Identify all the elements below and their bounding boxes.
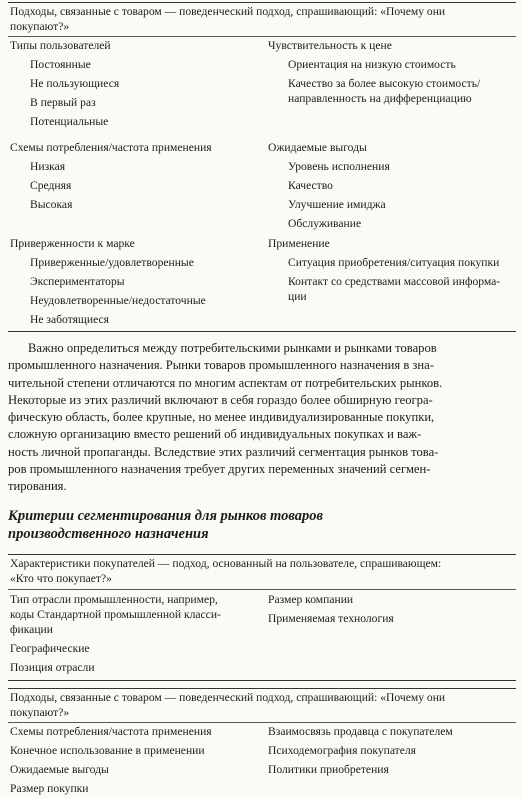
table1-left-cell: Экспериментаторы	[30, 275, 125, 288]
table1-bottom-rule	[8, 331, 516, 332]
table2-right-cell: Применяемая технология	[268, 612, 394, 625]
table1-left-cell: Высокая	[30, 198, 73, 211]
paragraph-line: сложную организацию вместо решений об индивидуальных покупках и важ-	[8, 427, 422, 442]
section-heading-line2: производственного назначения	[8, 526, 209, 542]
paragraph-line: фическую область, более крупные, но менее индивидуализированные покупки,	[8, 410, 435, 425]
table3-right-cell: Политики приобретения	[268, 763, 389, 776]
body-paragraph	[8, 340, 516, 496]
table1-left-cell: Типы пользователей	[10, 39, 111, 52]
table1-right-cell: Ожидаемые выгоды	[268, 141, 367, 154]
table2-left-cell: фикации	[10, 623, 53, 636]
table1-right-cell: Контакт со средствами массовой информа-	[288, 275, 501, 288]
table1-left-cell: Потенциальные	[30, 115, 109, 128]
table1-top-rule	[8, 2, 516, 3]
table1-left-cell: В первый раз	[30, 96, 96, 109]
table3-header-line2: покупают?»	[10, 706, 70, 719]
table3-left-cell: Размер покупки	[10, 782, 89, 795]
table1-right-cell: Чувствительность к цене	[268, 39, 392, 52]
table3-header-rule	[8, 722, 516, 723]
table1-header-line2: покупают?»	[10, 20, 70, 33]
table1-right-cell: Качество за более высокую стоимость/	[288, 77, 481, 90]
table1-right-cell: Ситуация приобретения/ситуация покупки	[288, 256, 500, 269]
table1-left-cell: Приверженные/удовлетворенные	[30, 256, 194, 269]
table1-right-cell: Качество	[288, 179, 333, 192]
table1-header-rule	[8, 36, 516, 37]
table1-left-cell: Постоянные	[30, 58, 91, 71]
table3-left-cell: Схемы потребления/частота применения	[10, 725, 212, 738]
table2-right-cell: Размер компании	[268, 593, 354, 606]
table2-left-cell: коды Стандартной промышленной класси-	[10, 608, 221, 621]
table1-left-cell: Неудовлетворенные/недостаточные	[30, 294, 206, 307]
table2-header-line2: «Кто что покупает?»	[10, 572, 112, 585]
table2-left-cell: Географические	[10, 642, 90, 655]
paragraph-line: ность личной пропаганды. Вследствие этих различий сегментация рынков това-	[8, 444, 439, 459]
table3-top-rule	[8, 688, 516, 689]
table1-left-cell: Приверженности к марке	[10, 237, 135, 250]
table3-right-cell: Психодемография покупателя	[268, 744, 417, 757]
table1-right-cell: Улучшение имиджа	[288, 198, 386, 211]
table1-left-cell: Схемы потребления/частота применения	[10, 141, 212, 154]
paragraph-line: чительной степени отличаются по многим аспектам от потребительских рынков.	[8, 375, 443, 390]
table1-right-cell: ции	[288, 290, 307, 303]
table3-left-cell: Ожидаемые выгоды	[10, 763, 109, 776]
table1-header-line1: Подходы, связанные с товаром — поведенческий подход, спрашивающий: «Почему они	[10, 5, 446, 18]
table1-left-cell: Средняя	[30, 179, 72, 192]
table1-right-cell: Уровень исполнения	[288, 160, 390, 173]
paragraph-line: тирования.	[8, 479, 67, 494]
paragraph-line: Важно определиться между потребительскими рынками и рынками товаров	[28, 341, 437, 355]
table1-right-cell: Обслуживание	[288, 217, 362, 230]
paragraph-line: Некоторые из этих различий включают в себя гораздо более обширную геогра-	[8, 392, 433, 407]
table1-right-cell: направленность на дифференциацию	[288, 92, 472, 105]
table3-left-cell: Конечное использование в применении	[10, 744, 205, 757]
section-heading-line1: Критерии сегментирования для рынков товаров	[8, 508, 323, 524]
table1-left-cell: Не пользующиеся	[30, 77, 120, 90]
table2-left-cell: Позиция отрасли	[10, 661, 95, 674]
table2-top-rule	[8, 554, 516, 555]
table2-header-line1: Характеристики покупателей — подход, основанный на пользователе, спрашивающем:	[10, 557, 442, 570]
table1-left-cell: Не заботящиеся	[30, 313, 109, 326]
table3-right-cell: Взаимосвязь продавца с покупателем	[268, 725, 453, 738]
table1-right-cell: Ориентация на низкую стоимость	[288, 58, 456, 71]
table2-header-rule	[8, 589, 516, 590]
table2-left-cell: Тип отрасли промышленности, например,	[10, 593, 218, 606]
paragraph-line: ров промышленного назначения требует других переменных значений сегмен-	[8, 462, 431, 477]
table1-left-cell: Низкая	[30, 160, 66, 173]
table1-right-cell: Применение	[268, 237, 330, 250]
paragraph-line: промышленного назначения. Рынки товаров промышленного назначения в зна-	[8, 358, 434, 373]
table3-header-line1: Подходы, связанные с товаром — поведенческий подход, спрашивающий: «Почему они	[10, 691, 446, 704]
table2-bottom-rule	[8, 680, 516, 681]
